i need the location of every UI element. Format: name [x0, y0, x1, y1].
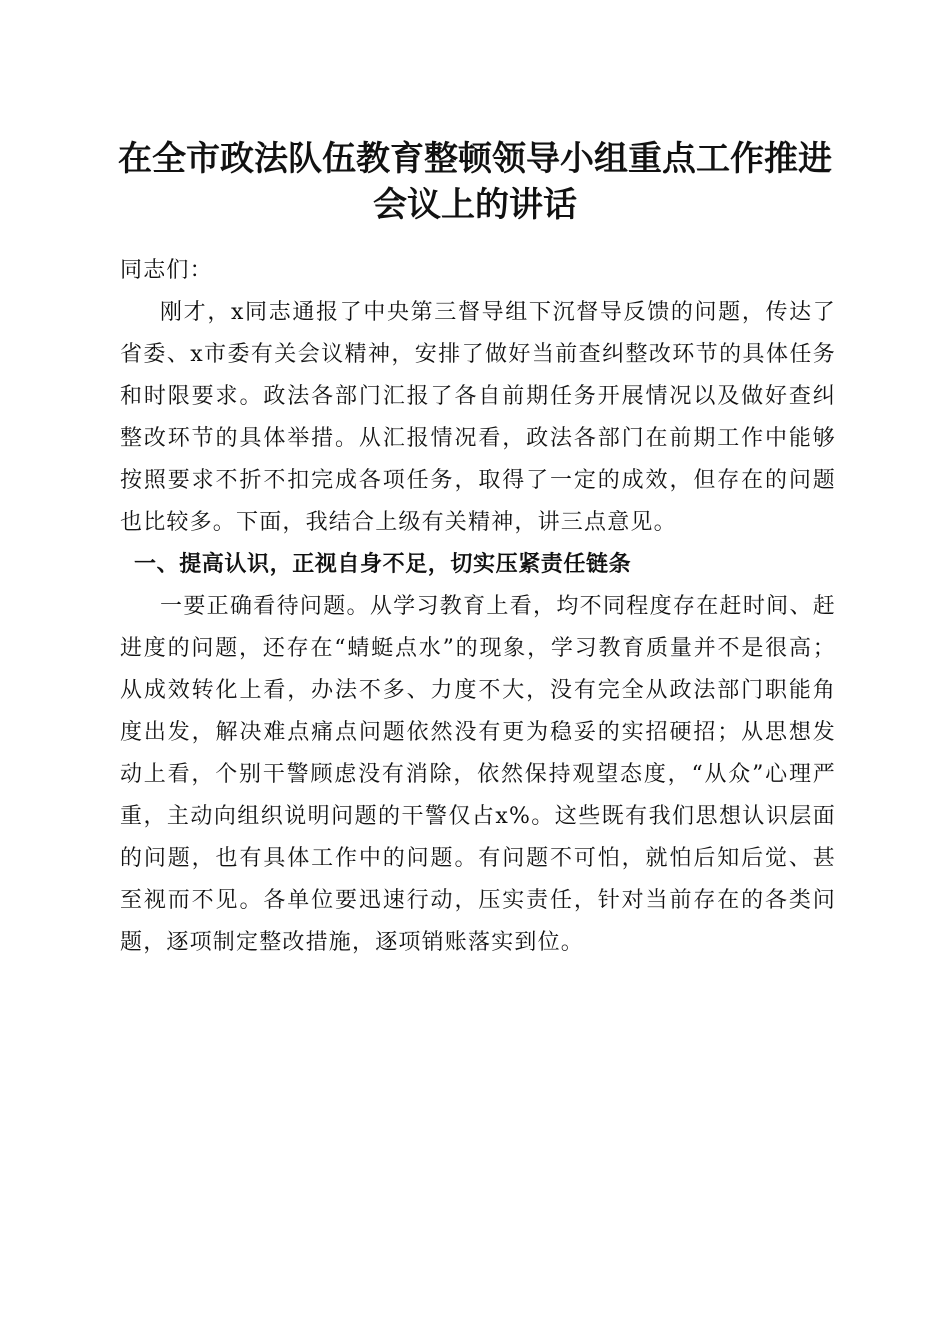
document-title: 在全市政法队伍教育整顿领导小组重点工作推进会议上的讲话 — [118, 139, 832, 225]
section-1-paragraph: 一要正确看待问题。从学习教育上看，均不同程度存在赶时间、赶进度的问题，还存在“蜻蜓点水”的现象，学习教育质量并不是很高；从成效转化上看，办法不多、力度不大，没有完全从政法部门职能角度出发，解决难点痛点问题依然没有更为稳妥的实招硬招；从思想发动上看，个别干警顾虑没有消除，依然保持观望态度，“从众”心理严重，主动向组织说明问题的干警仅占x%。这些既有我们思想认识层面的问题，也有具体工作中的问题。有问题不可怕，就怕后知后觉、甚至视而不见。各单位要迅速行动，压实责任，针对当前存在的各类问题，逐项制定整改措施，逐项销账落实到位。 — [120, 594, 836, 955]
intro-paragraph: 刚才，x同志通报了中央第三督导组下沉督导反馈的问题，传达了省委、x市委有关会议精神，安排了做好当前查纠整改环节的具体任务和时限要求。政法各部门汇报了各自前期任务开展情况以及做好查纠整改环节的具体举措。从汇报情况看，政法各部门在前期工作中能够按照要求不折不扣完成各项任务，取得了一定的成效，但存在的问题也比较多。下面，我结合上级有关精神，讲三点意见。 — [120, 300, 836, 535]
section-heading-1: 一、提高认识，正视自身不足，切实压紧责任链条 — [134, 552, 632, 577]
document-body — [120, 250, 836, 964]
salutation: 同志们： — [120, 258, 213, 283]
